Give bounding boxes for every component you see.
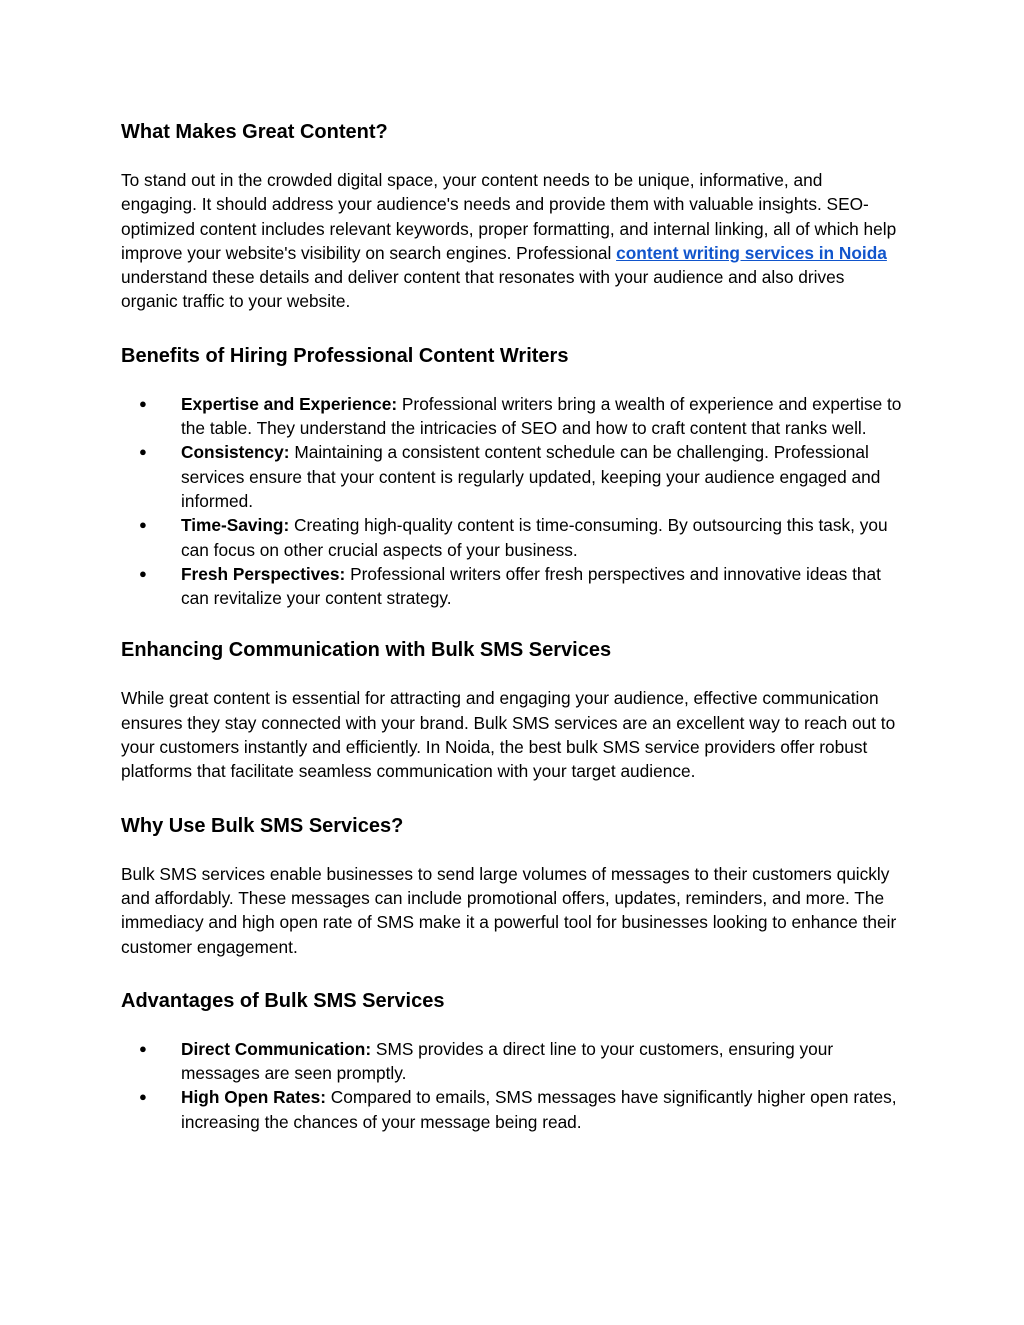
paragraph-great-content [121, 168, 903, 314]
document-page [121, 118, 903, 1134]
list-item-term: Direct Communication: [181, 1038, 372, 1059]
bullet-icon: ● [139, 444, 147, 460]
list-item-text: Professional writers bring a wealth of experience and expertise to the table. They understand the intricacies of SEO and how to craft content that ranks well. [181, 393, 902, 439]
paragraph-why-use-bulk-sms: Bulk SMS services enable businesses to send large volumes of messages to their customers quickly and affordably. These messages can include promotional offers, updates, reminders, and more. The immediacy and high open rate of SMS make it a powerful tool for businesses looking to enhance their customer engagement. [121, 863, 897, 957]
heading-enhancing-communication: Enhancing Communication with Bulk SMS Services [121, 639, 612, 662]
advantages-list [121, 1037, 903, 1134]
list-item-text: SMS provides a direct line to your customers, ensuring your messages are seen promptly. [181, 1038, 834, 1084]
heading-what-makes-great-content: What Makes Great Content? [121, 121, 388, 143]
list-item [121, 1085, 903, 1134]
list-item-text: Maintaining a consistent content schedule can be challenging. Professional services ensure that your content is regularly updated, keeping your audience engaged and informed. [181, 442, 881, 511]
list-item [121, 440, 903, 513]
list-item [121, 392, 903, 441]
heading-why-use-bulk-sms: Why Use Bulk SMS Services? [121, 814, 404, 837]
paragraph-text-after-link: understand these details and deliver content that resonates with your audience and also drives organic traffic to your website. [121, 267, 845, 312]
list-item [121, 513, 903, 562]
paragraph-enhancing-communication: While great content is essential for attracting and engaging your audience, effective communication ensures they stay connected with your brand. Bulk SMS services are an excellent way to reach out to your customers instantly and efficiently. In Noida, the best bulk SMS service providers offer robust platforms that facilitate seamless communication with your target audience. [121, 688, 896, 782]
paragraph-text-before-link: To stand out in the crowded digital space, your content needs to be unique, informative, and engaging. It should address your audience's needs and provide them with valuable insights. SEO-optimized content includes relevant keywords, proper formatting, and internal linking, all of which help improve your website's visibility on search engines. Professional [121, 170, 897, 263]
list-item [121, 1037, 903, 1086]
heading-advantages-bulk-sms: Advantages of Bulk SMS Services [121, 989, 445, 1012]
bullet-icon: ● [139, 395, 147, 411]
heading-benefits-hiring-writers: Benefits of Hiring Professional Content Writers [121, 344, 569, 367]
list-item [121, 562, 903, 611]
list-item-term: Fresh Perspectives: [181, 563, 346, 584]
list-item-term: High Open Rates: [181, 1087, 326, 1108]
benefits-list [121, 392, 903, 611]
list-item-text: Compared to emails, SMS messages have significantly higher open rates, increasing the chances of your message being read. [181, 1087, 897, 1132]
bullet-icon: ● [139, 565, 147, 581]
list-item-text: Creating high-quality content is time-consuming. By outsourcing this task, you can focus on other crucial aspects of your business. [181, 515, 888, 560]
list-item-term: Expertise and Experience: [181, 393, 398, 414]
bullet-icon: ● [139, 1040, 147, 1056]
list-item-text: Professional writers offer fresh perspectives and innovative ideas that can revitalize your content strategy. [181, 563, 881, 609]
content-writing-services-link[interactable]: content writing services in Noida [616, 242, 887, 263]
list-item-term: Consistency: [181, 442, 290, 463]
bullet-icon: ● [139, 517, 147, 533]
bullet-icon: ● [139, 1089, 147, 1105]
list-item-term: Time-Saving: [181, 515, 290, 536]
